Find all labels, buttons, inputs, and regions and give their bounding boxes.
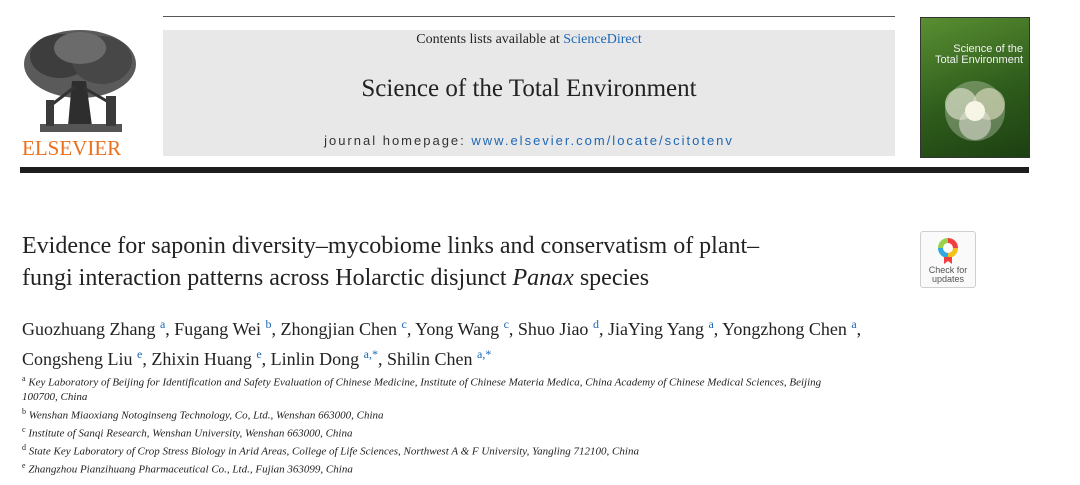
article-title: Evidence for saponin diversity–mycobiome links and conservatism of plant– fungi interaction patterns across Holarctic disjunct Panax species: [22, 233, 760, 291]
affiliation-list: [22, 372, 902, 477]
cover-title: Science of the Total Environment: [934, 43, 1023, 66]
author-item[interactable]: Congsheng Liu $^e$: [22, 347, 143, 369]
journal-homepage-line: journal homepage: www.elsevier.com/locate/scitotenv: [324, 133, 734, 148]
check-for-updates-button[interactable]: [920, 231, 976, 288]
author-item[interactable]: Shuo Jiao $^d$: [517, 317, 599, 339]
check-for-updates-label: Check for updates: [928, 265, 968, 284]
author-item[interactable]: Fugang Wei $^b$: [174, 317, 272, 339]
crossmark-icon: [937, 237, 959, 265]
author-item[interactable]: Yong Wang $^c$: [415, 317, 509, 339]
journal-homepage-link[interactable]: www.elsevier.com/locate/scitotenv: [471, 133, 734, 148]
journal-title: Science of the Total Environment: [361, 75, 697, 102]
author-item[interactable]: Guozhuang Zhang $^a$: [22, 317, 166, 339]
header-divider: [20, 167, 1029, 173]
affiliation-item: $^a$ Key Laboratory of Beijing for Identification and Safety Evaluation of Chinese Medicine, Institute of Chinese Materia Medica, China Academy of Chinese Medical Sciences, Beijing: [22, 374, 822, 389]
affiliation-item: $^d$ State Key Laboratory of Crop Stress Biology in Arid Areas, College of Life Sciences, Northwest A & F University, Yangling 712100, China: [22, 442, 639, 458]
author-item[interactable]: JiaYing Yang $^a$: [607, 317, 714, 339]
affiliation-item-continued: 100700, China: [22, 391, 88, 404]
journal-banner: [163, 30, 895, 156]
author-item[interactable]: Yongzhong Chen $^a$: [722, 317, 857, 339]
cover-flower-graphic-icon: [935, 76, 1015, 146]
header-top-rule: [163, 16, 895, 17]
author-item[interactable]: Linlin Dong $^{a,*}$: [270, 347, 378, 369]
author-item[interactable]: Shilin Chen $^{a,*}$: [386, 347, 492, 369]
journal-cover-image[interactable]: [920, 17, 1030, 158]
affiliation-item: $^b$ Wenshan Miaoxiang Notoginseng Technology, Co, Ltd., Wenshan 663000, China: [22, 406, 384, 422]
author-list: Guozhuang Zhang $^a$, Fugang Wei $^b$, Zhongjian Chen $^c$, Yong Wang $^c$, Shuo Jiao $^d$, JiaYing Yang $^a$, Yongzhong Chen $^a$, Congsheng Liu $^e$, Zhixin Huang $^e$, Linlin Dong $^{a,*}$, Shilin Chen $^{a,*}$: [22, 317, 862, 369]
contents-line: Contents lists available at ScienceDirect: [416, 32, 642, 47]
elsevier-wordmark: ELSEVIER: [22, 136, 122, 160]
author-item[interactable]: Zhixin Huang $^e$: [151, 347, 262, 369]
affiliation-item: $^e$ Zhangzhou Pianzihuang Pharmaceutical Co., Ltd., Fujian 363099, China: [22, 461, 353, 476]
author-item[interactable]: Zhongjian Chen $^c$: [280, 317, 407, 339]
affiliation-item: $^c$ Institute of Sanqi Research, Wenshan University, Wenshan 663000, China: [22, 424, 353, 440]
sciencedirect-link[interactable]: ScienceDirect: [563, 32, 642, 47]
